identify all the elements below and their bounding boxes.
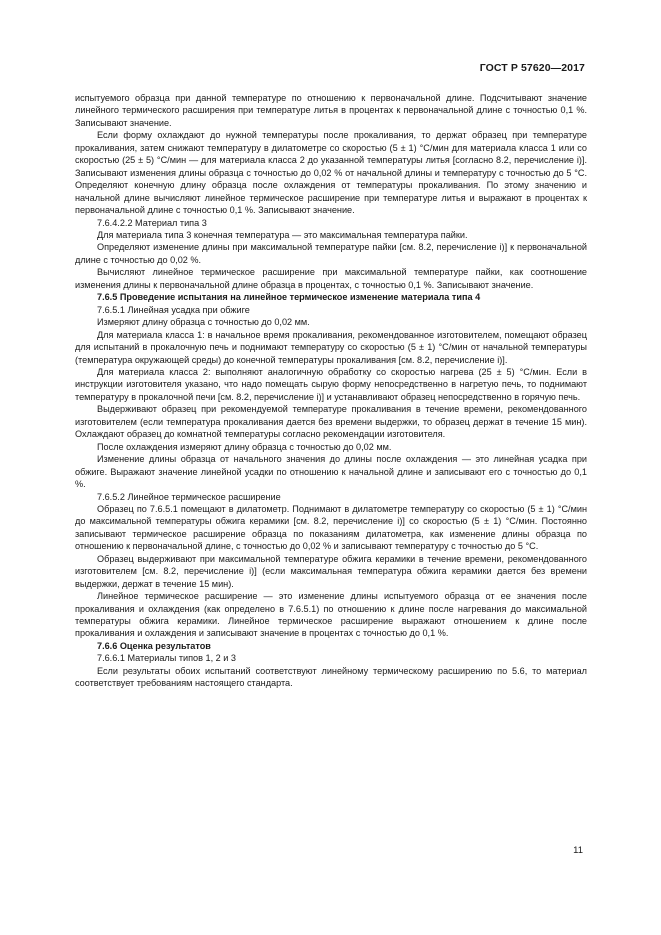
paragraph: Образец по 7.6.5.1 помещают в дилатометр. Поднимают в дилатометре температуру со скоростью (5 ± 1) °С/мин до максимальной температуры обжига керамики [см. 8.2, перечисление i)] со скоростью (5 ± 1) °С/мин. Постоянно записывают термическое расширение образца по показаниям дилатометра, как изменение длины образца по отношению к первоначальной длине, с точностью до 0,02 % и записывают температуру с точностью до 5 °С. <box>75 503 587 552</box>
paragraph: Образец выдерживают при максимальной температуре обжига керамики в течение времени, рекомендованного изготовителем [см. 8.2, перечисление i)] (если максимальная температура обжига керамики дается без времени выдержки, держат в течение 15 мин). <box>75 553 587 589</box>
paragraph: Измеряют длину образца с точностью до 0,02 мм. <box>97 317 310 328</box>
paragraph: Для материала класса 2: выполняют аналогичную обработку со скоростью нагрева (25 ± 5) °С/мин. Если в инструкции изготовителя указано, что надо помещать сырую форму непосредственно в нагретую печь, то поднимают температуру в прокалочной печи [см. 8.2, перечисление i)] и устанавливают образец непосредственно в горячую печь. <box>75 366 587 402</box>
paragraph: испытуемого образца при данной температуре по отношению к первоначальной длине. Подсчитывают значение линейного термического расширения при температуре литья в процентах к первоначальной длине с точностью 0,1 %. Записывают значение. <box>75 93 587 128</box>
paragraph: Выдерживают образец при рекомендуемой температуре прокаливания в течение времени, рекомендованного изготовителем (если температура прокаливания дается без времени выдержки, то образец держат в течение 15 мин). Охлаждают образец до комнатной температуры согласно рекомендации изготовителя. <box>75 404 587 440</box>
page-number: 11 <box>573 845 583 856</box>
paragraph: Если результаты обоих испытаний соответствуют линейному термическому расширению по 5.6, то материал соответствует требованиям настоящего стандарта. <box>75 665 587 689</box>
paragraph: Вычисляют линейное термическое расширение при максимальной температуре пайки, как соотношение изменения длины к первоначальной длине образца в процентах, с точностью 0,1 %. Записывают значение. <box>75 267 587 290</box>
paragraph: Определяют изменение длины при максимальной температуре пайки [см. 8.2, перечисление i)] к первоначальной длине с точностью до 0,02 %. <box>75 242 587 265</box>
section-heading: 7.6.5 Проведение испытания на линейное термическое изменение материала типа 4 <box>97 292 481 303</box>
paragraph: После охлаждения измеряют длину образца с точностью до 0,02 мм. <box>97 441 392 452</box>
section-heading: 7.6.6 Оценка результатов <box>97 640 211 651</box>
paragraph: Если форму охлаждают до нужной температуры после прокаливания, то держат образец при температуре прокаливания, затем снижают температуру в дилатометре со скоростью (5 ± 1) °С/мин для материала класса 1 или со скоростью (25 ± 5) °С/мин — для материала класса 2 до указанной температуры литья [согласно 8.2, перечисление i)]. Записывают изменения длины образца с точностью до 0,02 % от начальной длины и температуру с точностью до 5 °С. Определяют конечную длину образца после охлаждения от температуры прокаливания. По этому значению и начальной длине вычисляют линейное термическое расширение при температуре литья и выражают в процентах к первоначальной длине с точностью 0,1 %. Записывают значение. <box>75 130 587 216</box>
paragraph: 7.6.6.1 Материалы типов 1, 2 и 3 <box>97 653 236 664</box>
paragraph: 7.6.5.1 Линейная усадка при обжиге <box>97 304 250 315</box>
paragraph: Изменение длины образца от начального значения до длины после охлаждения — это линейная усадка при обжиге. Выражают значение линейной усадки по отношению к начальной длине и записывают его с точностью до 0,1 %. <box>75 454 587 490</box>
paragraph: 7.6.5.2 Линейное термическое расширение <box>97 491 281 502</box>
paragraph: Для материала типа 3 конечная температура — это максимальная температура пайки. <box>97 229 468 240</box>
paragraph: Для материала класса 1: в начальное время прокаливания, рекомендованное изготовителем, помещают образец для испытаний в прокалочную печь и поднимают температуру со скоростью (5 ± 1) °С/мин от начальной температуры (температура окружающей среды) до конечной температуры прокаливания [см. 8.2, перечисление i)]. <box>75 329 587 365</box>
paragraph: Линейное термическое расширение — это изменение длины испытуемого образца от ее значения после прокаливания и охлаждения (как определено в 7.6.5.1) по отношению к длине после нагревания до максимальной температуры обжига керамики. Линейное термическое расширение выражают отношением к длине после прокаливания и охлаждения и записывают значение в процентах с точностью до 0,1 %. <box>75 591 587 639</box>
standard-header: ГОСТ Р 57620—2017 <box>479 62 585 74</box>
document-body <box>75 92 587 690</box>
paragraph: 7.6.4.2.2 Материал типа 3 <box>97 217 207 228</box>
